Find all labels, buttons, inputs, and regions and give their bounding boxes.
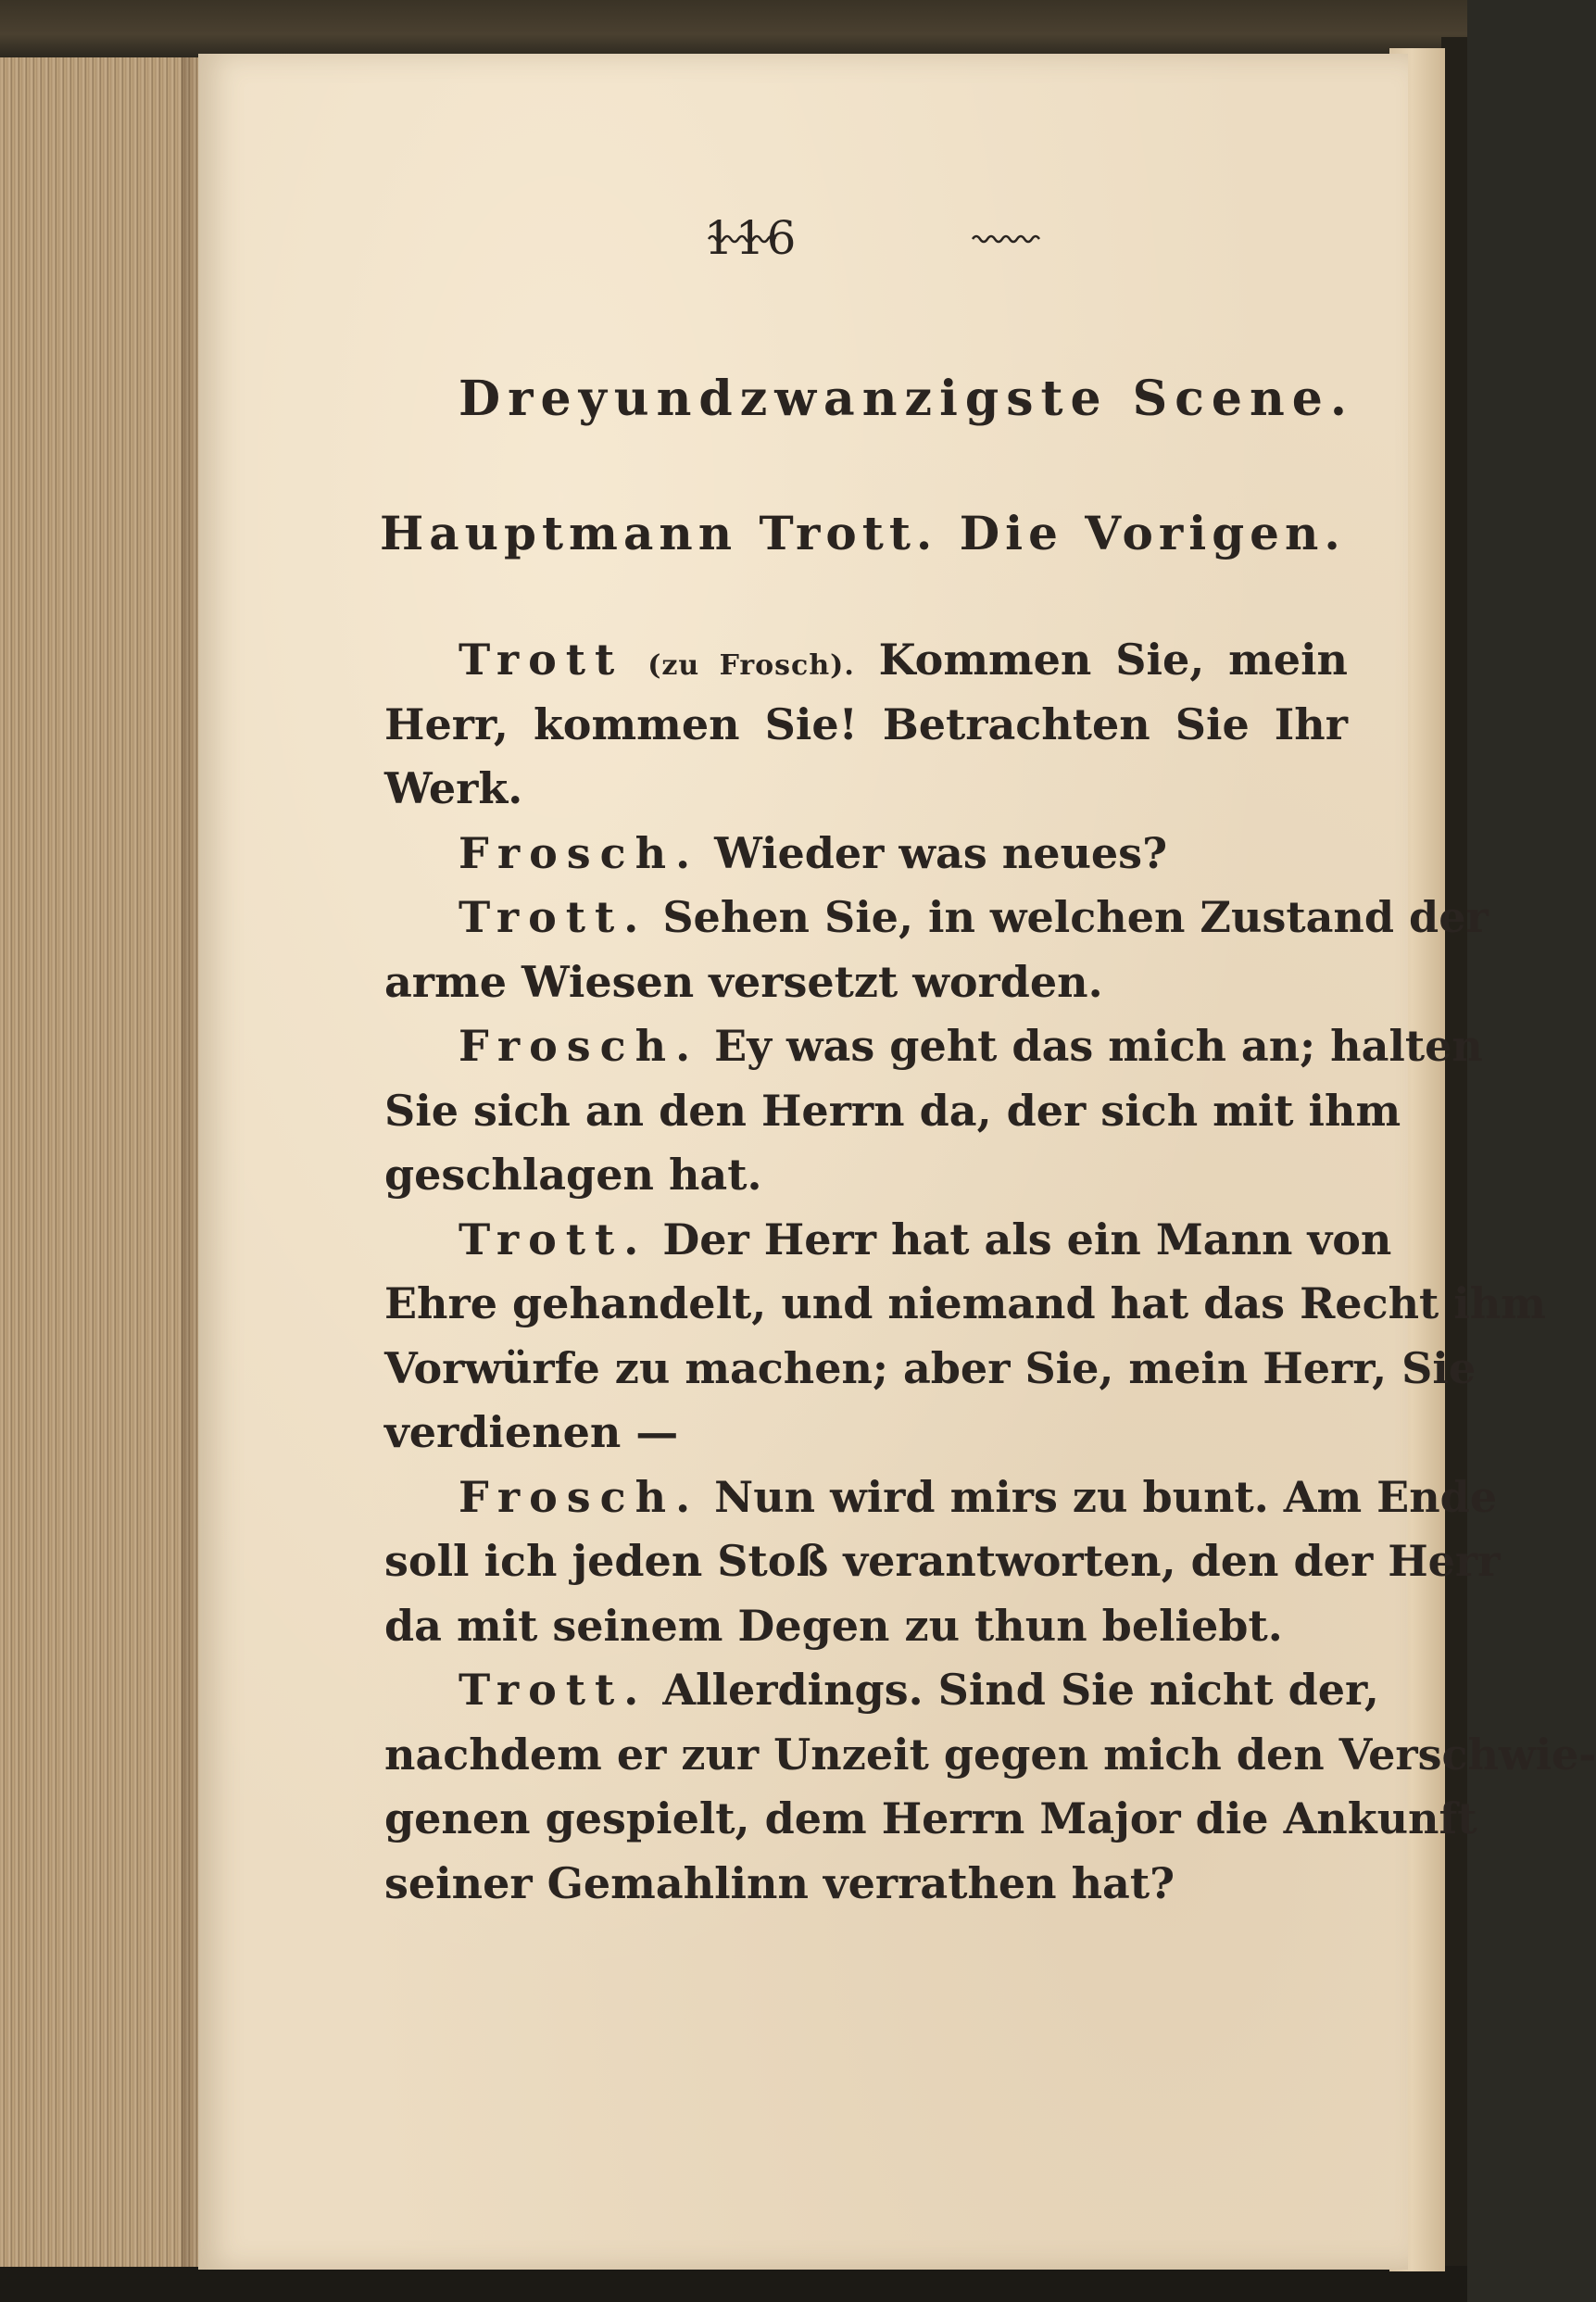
line-text: verdienen — [384,1407,679,1457]
line-text: Wieder was neues? [699,827,1168,878]
line-text: Allerdings. Sind Sie nicht der, [647,1665,1379,1715]
scene-title: Dreyundzwanzigste Scene. [459,371,1354,427]
speaker-name: Trott. [459,892,648,942]
text-line [384,1150,1348,1200]
text-line [384,1793,1477,1843]
text-line [384,1278,1546,1328]
text-line [459,1021,1483,1071]
text-line [384,763,1348,813]
speaker-name: Trott [459,635,624,685]
line-text: Ehre gehandelt, und niemand hat das Recht ihm [384,1278,1546,1328]
line-text: arme Wiesen versetzt worden. [384,956,1103,1007]
line-text: genen gespielt, dem Herrn Major die Ankunft [384,1793,1477,1843]
text-line [384,1342,1477,1393]
text-line [459,635,1348,685]
line-text: Der Herr hat als ein Mann von [647,1214,1392,1264]
speaker-name: Frosch. [459,1021,700,1071]
text-line [384,957,1348,1007]
line-text: Ey was geht das mich an; halten [699,1021,1483,1071]
text-line [384,1601,1348,1651]
speaker-name: Frosch. [459,827,700,878]
text-line [384,699,1348,749]
line-text: nachdem er zur Unzeit gegen mich den Verschwie- [384,1729,1596,1780]
text-line [459,892,1489,942]
line-text: seiner Gemahlinn verrathen hat? [384,1857,1175,1908]
line-text: Kommen Sie, mein [854,635,1348,685]
line-text: Sie sich an den Herrn da, der sich mit ihm [384,1085,1401,1136]
line-text: Herr, kommen Sie! Betrachten Sie Ihr [384,698,1348,749]
book-cover-top [0,0,1467,57]
text-line [384,1858,1348,1908]
book-cover-bottom [0,2266,1467,2302]
cast-list: Hauptmann Trott. Die Vorigen. [380,506,1346,560]
line-text: Vorwürfe zu machen; aber Sie, mein Herr, Sie [384,1342,1477,1393]
text-line [384,1407,1348,1457]
text-line [384,1536,1501,1586]
line-text: Werk. [384,763,523,813]
gutter-shadow [182,57,200,2267]
text-line [459,1214,1392,1264]
book-cover-right [1441,37,1467,2302]
line-text: Sehen Sie, in welchen Zustand der [647,892,1489,942]
text-line [384,1085,1401,1136]
text-line [459,1471,1498,1522]
text-line [459,828,1348,878]
right-ornament-icon [973,232,1042,243]
text-line [459,1665,1379,1715]
line-text: da mit seinem Degen zu thun beliebt. [384,1600,1283,1651]
speaker-name: Trott. [459,1665,648,1715]
speaker-name: Trott. [459,1214,648,1264]
line-text: soll ich jeden Stoß verantworten, den der Herr [384,1536,1501,1586]
speaker-name: Frosch. [459,1471,700,1522]
page-edges-stack [0,57,199,2267]
line-text: Nun wird mirs zu bunt. Am Ende [699,1471,1498,1522]
page-number: 116 [704,211,798,265]
text-line [384,1729,1596,1780]
stage-direction: (zu Frosch). [647,649,855,682]
line-text: geschlagen hat. [384,1150,762,1200]
